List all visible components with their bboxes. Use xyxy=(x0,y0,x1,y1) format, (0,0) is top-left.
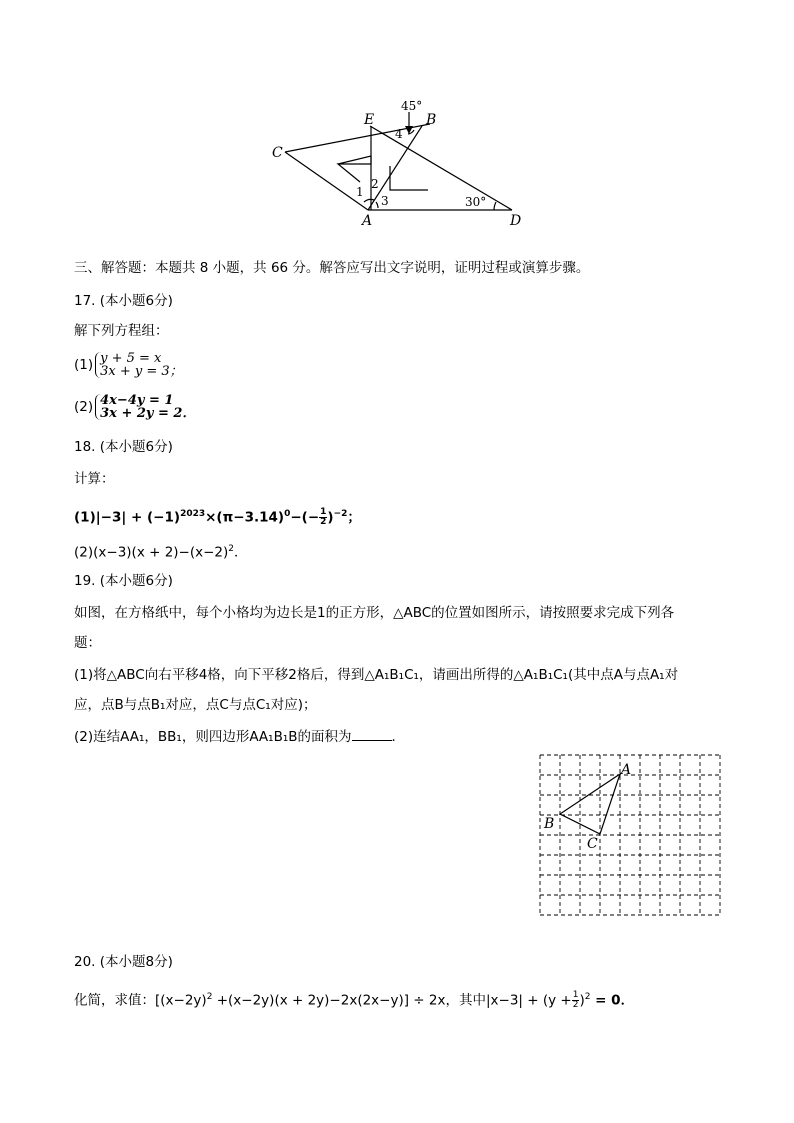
q20-frac-num: 1 xyxy=(572,990,579,1000)
q17-prompt: 解下列方程组： xyxy=(74,323,169,339)
q18-p2-end: ． xyxy=(234,544,248,561)
label-E: E xyxy=(364,112,375,128)
grid-label-C: C xyxy=(587,836,598,852)
angle-label-3: 3 xyxy=(381,194,389,208)
section-header xyxy=(74,259,589,277)
q18-p1-e: ； xyxy=(347,509,361,526)
q19-line5 xyxy=(74,728,405,746)
q20-expression xyxy=(74,988,634,1010)
q18-p1-a: (1)|−3| + (−1) xyxy=(74,509,181,526)
segment-ED xyxy=(370,126,512,210)
q18-part1 xyxy=(74,505,361,527)
q18-frac-den: 2 xyxy=(320,517,327,527)
label-C: C xyxy=(272,145,283,161)
q17-p1-eq2: 3x + y = 3； xyxy=(100,364,183,379)
q20-b: +(x−2y)(x + 2y)−2x(2x−y)] ÷ 2x，其中|x−3| + (y + xyxy=(212,992,572,1009)
q18-prompt: 计算： xyxy=(74,471,115,487)
angle-label-2: 2 xyxy=(371,177,379,191)
q19-line1: 如图，在方格纸中，每个小格均为边长是1的正方形，△ABC的位置如图所示，请按照要求完成下列各 xyxy=(74,605,675,621)
q20-exp2: 2 xyxy=(584,992,591,1002)
grid-label-A: A xyxy=(621,762,632,778)
angle-label-1: 1 xyxy=(356,185,364,199)
q17-part1 xyxy=(74,352,183,378)
q17-p1-label: (1) xyxy=(74,357,94,373)
grid-figure xyxy=(535,752,725,920)
q20-a: 化简，求值：[(x−2y) xyxy=(74,992,207,1009)
q17-part2 xyxy=(74,394,195,420)
q20-c: ) xyxy=(579,992,585,1009)
q18-title: 18. (本小题6分) xyxy=(74,439,173,455)
q17-p2-eq2: 3x + 2y = 2． xyxy=(100,406,196,421)
angle-label-4: 4 xyxy=(395,127,403,141)
q20-title: 20. (本小题8分) xyxy=(74,954,173,970)
q19-line3: (1)将△ABC向右平移4格，向下平移2格后，得到△A₁B₁C₁，请画出所得的△A₁B₁C₁(其中点A与点A₁对 xyxy=(74,667,679,683)
segment-CA xyxy=(285,152,368,210)
q20-frac-den: 2 xyxy=(572,1000,579,1010)
q19-title: 19. (本小题6分) xyxy=(74,573,173,589)
section-header-text: 三、解答题：本题共 8 小题，共 66 分。解答应写出文字说明，证明过程或演算步骤。 xyxy=(74,260,590,276)
q18-p1-d: ) xyxy=(327,509,334,526)
label-B: B xyxy=(426,112,437,128)
q17-p2-label: (2) xyxy=(74,399,94,415)
label-D: D xyxy=(510,213,522,229)
inner-triangle-right xyxy=(390,166,428,190)
grid-label-B: B xyxy=(544,816,555,832)
q17-p1-system xyxy=(95,352,183,378)
q20-exp1: 2 xyxy=(206,992,213,1002)
inner-triangle-left xyxy=(338,156,371,182)
q18-p2-exp: 2 xyxy=(228,544,235,554)
q19-line2: 题： xyxy=(74,635,101,651)
q17-p2-system xyxy=(95,394,195,420)
answer-blank[interactable] xyxy=(352,728,392,741)
q18-p1-b: ×(π−3.14) xyxy=(205,509,285,526)
angle-label-45: 45° xyxy=(401,99,423,113)
q18-frac-num: 1 xyxy=(320,507,327,517)
q20-d: = 0． xyxy=(590,992,635,1009)
q18-part2 xyxy=(74,540,248,562)
q18-p1-exp3: −2 xyxy=(333,509,348,519)
label-A: A xyxy=(362,213,373,229)
q18-p2: (2)(x−3)(x + 2)−(x−2) xyxy=(74,544,229,561)
q18-p1-exp1: 2023 xyxy=(180,509,206,519)
q17-title: 17. (本小题6分) xyxy=(74,293,173,309)
geometry-figure xyxy=(260,90,540,235)
q19-line5a: (2)连结AA₁，BB₁，则四边形AA₁B₁B的面积为 xyxy=(74,729,352,745)
triangle-ABC xyxy=(560,774,620,834)
q18-p1-c: −(− xyxy=(290,509,320,526)
q17-p2-eq1: 4x−4y = 1 xyxy=(100,393,174,408)
q17-p1-eq1: y + 5 = x xyxy=(100,351,162,366)
q19-line4: 应，点B与点B₁对应，点C与点C₁对应)； xyxy=(74,697,317,713)
angle-label-30: 30° xyxy=(465,195,487,209)
q18-p1-exp2: 0 xyxy=(284,509,291,519)
q19-line5b: ． xyxy=(391,729,406,745)
